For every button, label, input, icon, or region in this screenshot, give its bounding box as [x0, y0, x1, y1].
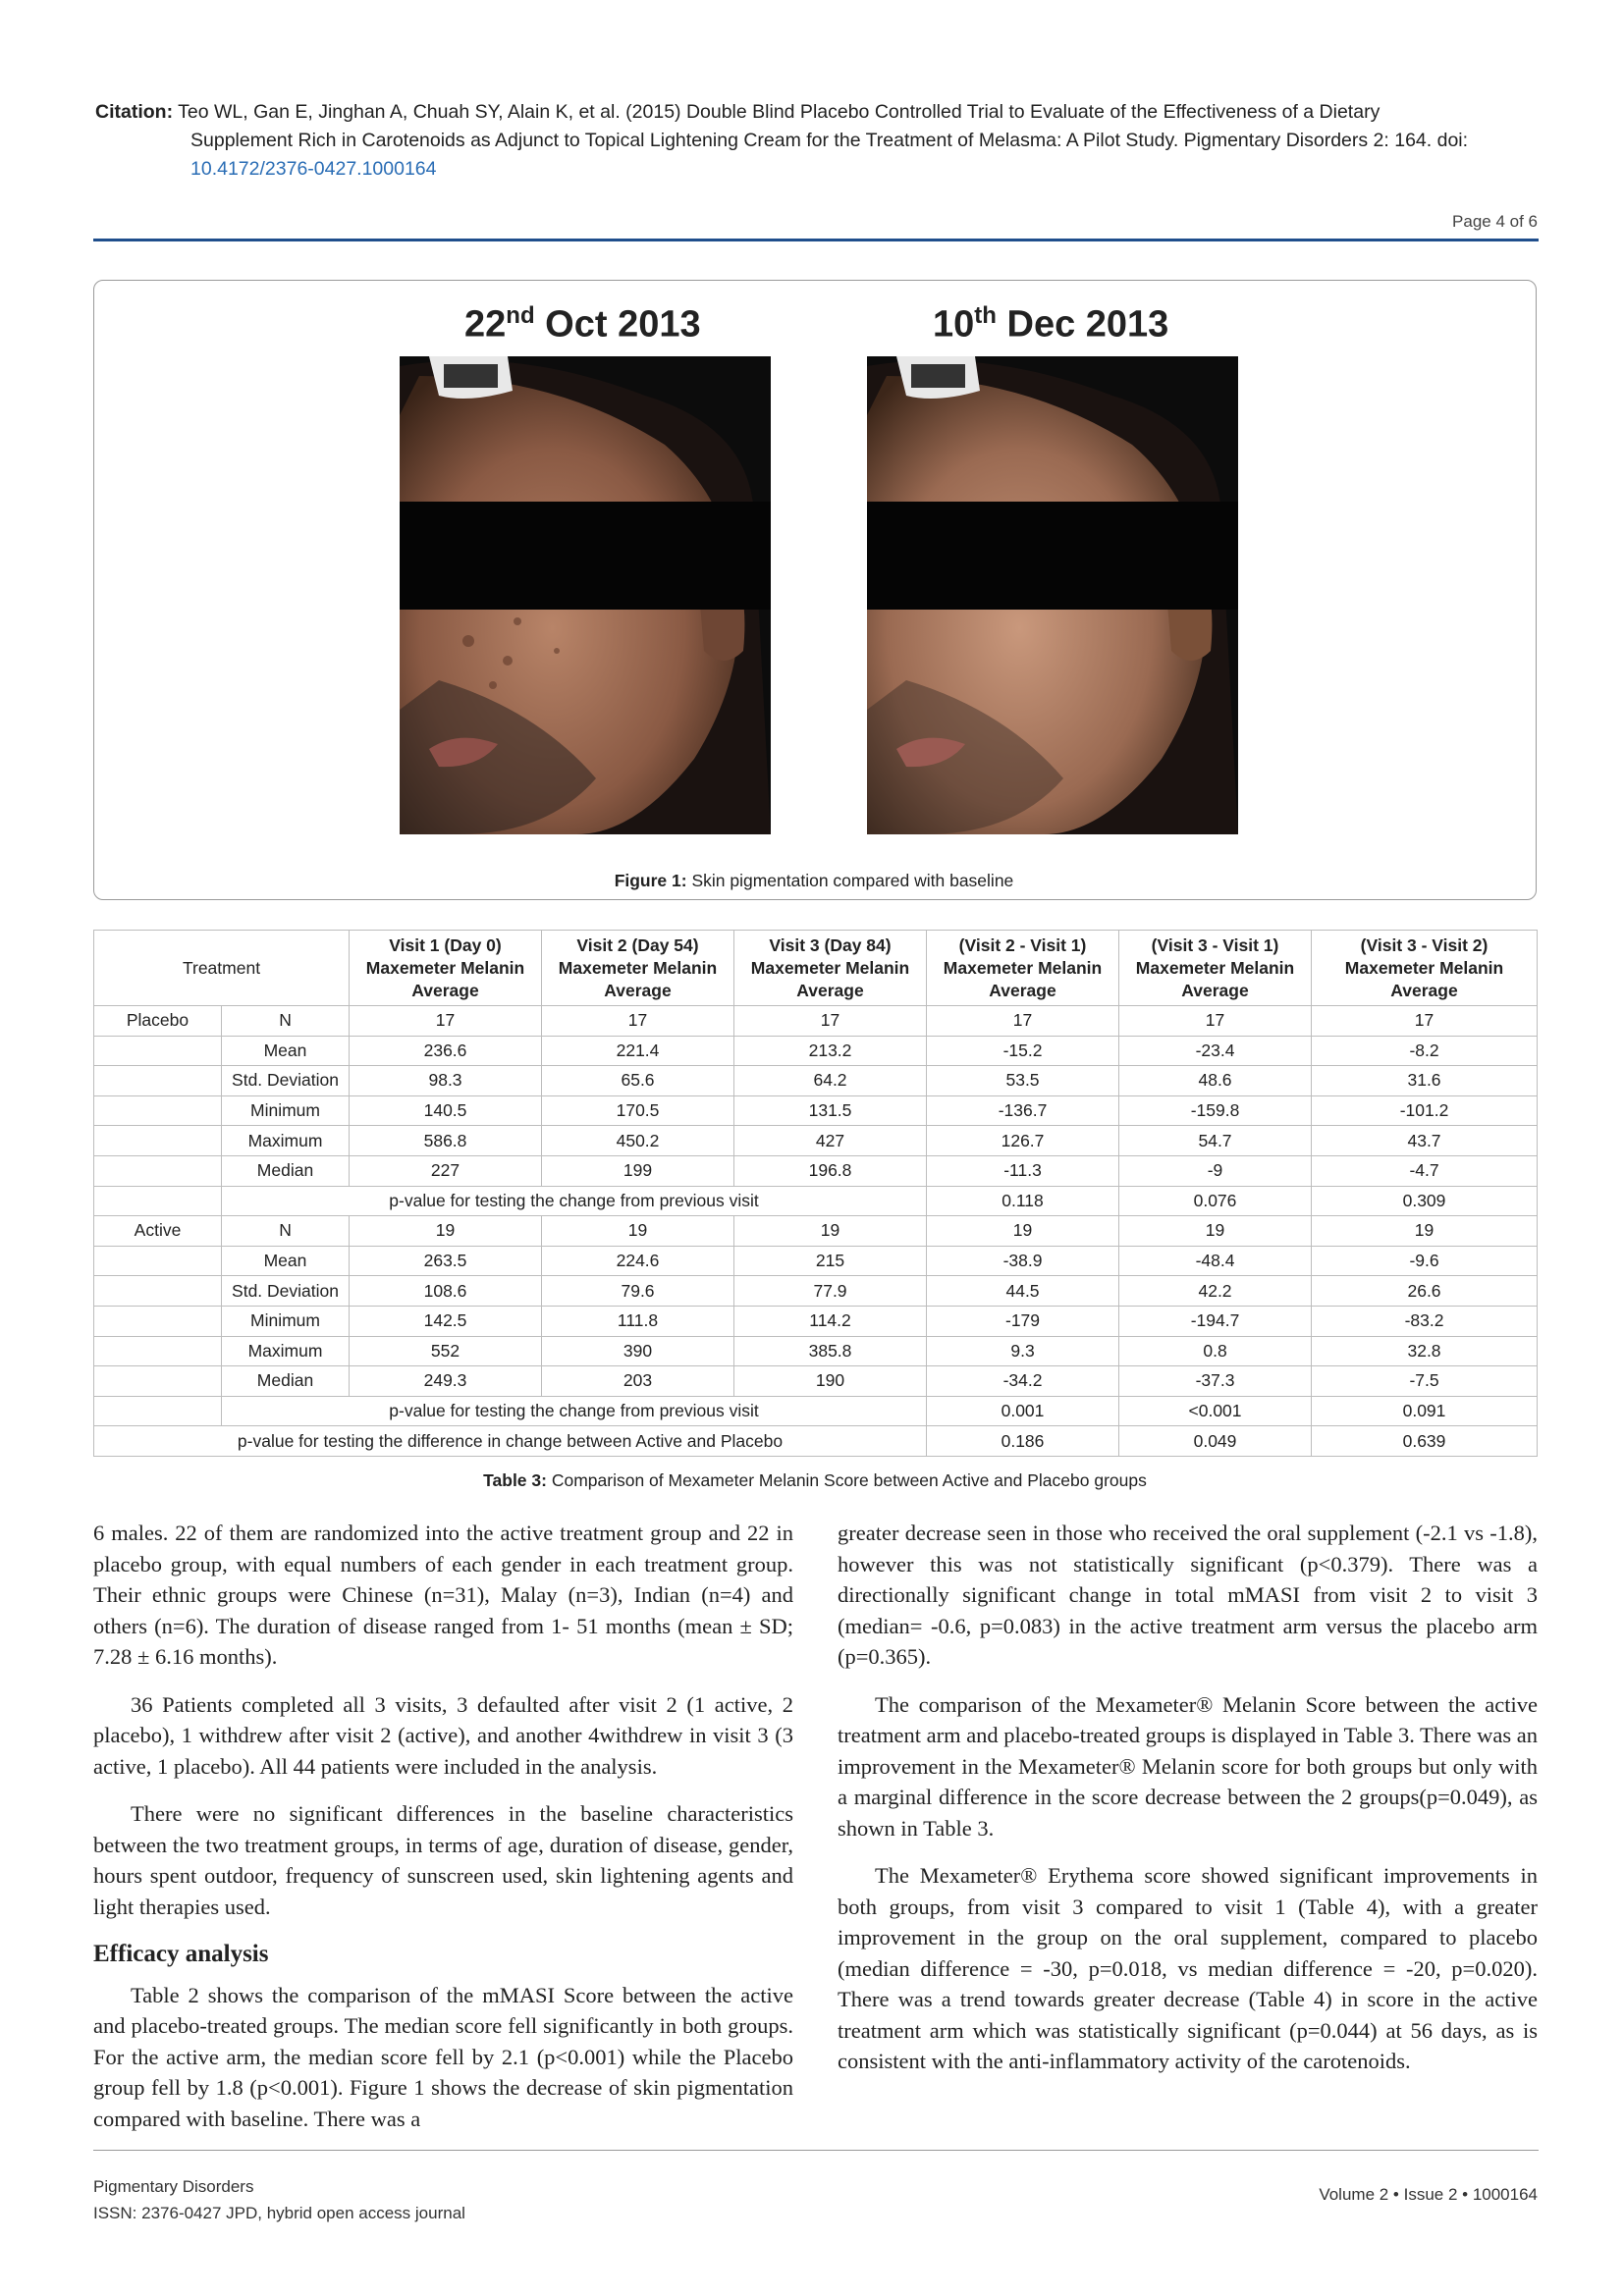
table-row [94, 1246, 1538, 1276]
stat-label: Mean [222, 1036, 350, 1066]
table-cell: 170.5 [542, 1095, 734, 1126]
citation-doi-link[interactable]: 10.4172/2376-0427.1000164 [190, 158, 437, 180]
table-row [94, 1155, 1538, 1186]
footer-volume: Volume 2 • Issue 2 • 1000164 [1319, 2185, 1538, 2204]
table-cell: -37.3 [1119, 1366, 1312, 1397]
paragraph: 6 males. 22 of them are randomized into the active treatment group and 22 in placebo group, with equal numbers of each gender in each treatment group. Their ethnic groups were Chinese (n=31), Malay (n=3), Indian (n=4) and others (n=6). The duration of disease ranged from 1- 51 months (mean ± SD; 7.28 ± 6.16 months). [93, 1521, 793, 1669]
photo-after [867, 356, 1238, 834]
group-name-empty [94, 1186, 222, 1216]
table-cell: -7.5 [1312, 1366, 1538, 1397]
table-row [94, 1095, 1538, 1126]
table-cell: 65.6 [542, 1066, 734, 1096]
paragraph: Table 2 shows the comparison of the mMASI Score between the active and placebo-treated groups. The median score fell significantly in both groups. For the active arm, the median score fell by 2.1 (p<0.001) while the Placebo group fell by 1.8 (p<0.001). Figure 1 shows the decrease of skin pigmentation compared with baseline. There was a [93, 1982, 793, 2131]
table-row [94, 1066, 1538, 1096]
table-cell: 385.8 [734, 1336, 927, 1366]
section-heading: Efficacy analysis [93, 1941, 269, 1967]
pvalue-label: p-value for testing the change from previous visit [222, 1396, 927, 1426]
paragraph: 36 Patients completed all 3 visits, 3 defaulted after visit 2 (1 active, 2 placebo), 1 withdrew after visit 2 (active), and another 4withdrew in visit 3 (3 active, 1 placebo). All 44 patients were included in the analysis. [93, 1691, 793, 1779]
table-cell: 9.3 [927, 1336, 1119, 1366]
group-name-empty [94, 1095, 222, 1126]
citation-line-2: Supplement Rich in Carotenoids as Adjunct to Topical Lightening Cream for the Treatment of Melasma: A Pilot Study. Pigmentary Disorders 2: 164. doi: [190, 130, 1469, 151]
group-name-empty [94, 1155, 222, 1186]
table-cell: 17 [734, 1006, 927, 1037]
group-name-empty [94, 1306, 222, 1336]
table-cell: -34.2 [927, 1366, 1119, 1397]
table-cell: 17 [1312, 1006, 1538, 1037]
pvalue-cell: 0.076 [1119, 1186, 1312, 1216]
stat-label: Maximum [222, 1336, 350, 1366]
table-row [94, 1276, 1538, 1307]
table-cell: 44.5 [927, 1276, 1119, 1307]
table-cell: 17 [542, 1006, 734, 1037]
table-cell: 196.8 [734, 1155, 927, 1186]
table-cell: 224.6 [542, 1246, 734, 1276]
table-row [94, 1216, 1538, 1247]
table-row [94, 1126, 1538, 1156]
table-cell: 54.7 [1119, 1126, 1312, 1156]
table-cell: 142.5 [350, 1306, 542, 1336]
header-visit-1: Visit 1 (Day 0) Maxemeter Melanin Average [350, 931, 542, 1006]
pvalue-cell: <0.001 [1119, 1396, 1312, 1426]
table-cell: -8.2 [1312, 1036, 1538, 1066]
table-cell: 19 [350, 1216, 542, 1247]
table-cell: 19 [542, 1216, 734, 1247]
table-cell: -15.2 [927, 1036, 1119, 1066]
group-name-empty [94, 1126, 222, 1156]
table-cell: 249.3 [350, 1366, 542, 1397]
table-caption: Table 3: Comparison of Mexameter Melanin Score between Active and Placebo groups [483, 1470, 1147, 1490]
table-body [94, 1006, 1538, 1457]
table-cell: 213.2 [734, 1036, 927, 1066]
stat-label: Minimum [222, 1095, 350, 1126]
body-column-right [838, 1518, 1538, 2094]
table-cell: 190 [734, 1366, 927, 1397]
paragraph: There were no significant differences in the baseline characteristics between the two treatment groups, in terms of age, duration of disease, gender, hours spent outdoor, frequency of sunscreen used, skin lightening agents and light therapies used. [93, 1801, 793, 1919]
group-name-empty [94, 1366, 222, 1397]
page-number: Page 4 of 6 [1452, 212, 1538, 231]
table-cell: 390 [542, 1336, 734, 1366]
group-name-empty [94, 1036, 222, 1066]
table-cell: -48.4 [1119, 1246, 1312, 1276]
header-visit-2: Visit 2 (Day 54) Maxemeter Melanin Average [542, 931, 734, 1006]
table-cell: -4.7 [1312, 1155, 1538, 1186]
group-name-empty [94, 1396, 222, 1426]
pvalue-cell: 0.091 [1312, 1396, 1538, 1426]
table-cell: -11.3 [927, 1155, 1119, 1186]
table-row [94, 1036, 1538, 1066]
table-cell: -179 [927, 1306, 1119, 1336]
table-cell: 19 [1312, 1216, 1538, 1247]
figure-caption: Figure 1: Skin pigmentation compared with baseline [614, 871, 1014, 890]
paragraph: greater decrease seen in those who received the oral supplement (-2.1 vs -1.8), however this was not statistically significant (p<0.379). There was a directionally significant change in total mMASI from visit 2 to visit 3 (median= -0.6, p=0.083) in the active treatment arm versus the placebo arm (p=0.365). [838, 1521, 1538, 1669]
table-cell: -38.9 [927, 1246, 1119, 1276]
table-row [94, 1336, 1538, 1366]
table-cell: 77.9 [734, 1276, 927, 1307]
header-treatment: Treatment [94, 931, 350, 1006]
table-cell: 19 [734, 1216, 927, 1247]
table-cell: 26.6 [1312, 1276, 1538, 1307]
photo-date-after: 10th Dec 2013 [933, 302, 1169, 346]
table-cell: 98.3 [350, 1066, 542, 1096]
stat-label: Std. Deviation [222, 1066, 350, 1096]
difference-row [94, 1426, 1538, 1457]
group-name: Active [94, 1216, 222, 1247]
stat-label: Median [222, 1155, 350, 1186]
table-cell: 236.6 [350, 1036, 542, 1066]
citation-line-1: Teo WL, Gan E, Jinghan A, Chuah SY, Alain K, et al. (2015) Double Blind Placebo Controlled Trial to Evaluate of the Effectiveness of a Dietary [178, 101, 1380, 123]
table-cell: 64.2 [734, 1066, 927, 1096]
group-name-empty [94, 1246, 222, 1276]
figure-frame [93, 280, 1537, 900]
table-cell: 19 [1119, 1216, 1312, 1247]
paragraph: The Mexameter® Erythema score showed significant improvements in both groups, from visit 3 compared to visit 1 (Table 4), with a greater improvement in the group on the oral supplement, compared to placebo (median difference = -30, p=0.018, vs median difference = -20, p=0.020). There was a trend towards greater decrease (Table 4) in score in the active treatment arm which was statistically significant (p=0.044) at 56 days, as is consistent with the anti-inflammatory activity of the carotenoids. [838, 1863, 1538, 2073]
table-cell: 111.8 [542, 1306, 734, 1336]
header-diff-3-2: (Visit 3 - Visit 2) Maxemeter Melanin Average [1312, 931, 1538, 1006]
table-cell: 32.8 [1312, 1336, 1538, 1366]
header-diff-2-1: (Visit 2 - Visit 1) Maxemeter Melanin Average [927, 931, 1119, 1006]
table-cell: 17 [927, 1006, 1119, 1037]
table-cell: 227 [350, 1155, 542, 1186]
header-diff-3-1: (Visit 3 - Visit 1) Maxemeter Melanin Average [1119, 931, 1312, 1006]
table-cell: 42.2 [1119, 1276, 1312, 1307]
difference-label: p-value for testing the difference in change between Active and Placebo [94, 1426, 927, 1457]
table-cell: 199 [542, 1155, 734, 1186]
footer-issn: ISSN: 2376-0427 JPD, hybrid open access journal [93, 2204, 465, 2222]
table-cell: 19 [927, 1216, 1119, 1247]
table-cell: 114.2 [734, 1306, 927, 1336]
results-table [93, 930, 1538, 1457]
table-cell: 427 [734, 1126, 927, 1156]
stat-label: Mean [222, 1246, 350, 1276]
pvalue-cell: 0.309 [1312, 1186, 1538, 1216]
table-cell: 552 [350, 1336, 542, 1366]
table-cell: 0.8 [1119, 1336, 1312, 1366]
table-row [94, 1366, 1538, 1397]
difference-cell: 0.639 [1312, 1426, 1538, 1457]
table-cell: 31.6 [1312, 1066, 1538, 1096]
pvalue-row [94, 1186, 1538, 1216]
table-row [94, 1306, 1538, 1336]
header-divider [93, 239, 1539, 241]
table-cell: 48.6 [1119, 1066, 1312, 1096]
footer-journal-name: Pigmentary Disorders [93, 2177, 254, 2196]
table-cell: 17 [1119, 1006, 1312, 1037]
table-cell: 126.7 [927, 1126, 1119, 1156]
table-cell: -9.6 [1312, 1246, 1538, 1276]
stat-label: N [222, 1006, 350, 1037]
table-cell: -194.7 [1119, 1306, 1312, 1336]
stat-label: Maximum [222, 1126, 350, 1156]
photo-before [400, 356, 771, 834]
table-cell: 263.5 [350, 1246, 542, 1276]
table-cell: -159.8 [1119, 1095, 1312, 1126]
group-name-empty [94, 1276, 222, 1307]
table-cell: 215 [734, 1246, 927, 1276]
table-cell: 586.8 [350, 1126, 542, 1156]
table-row [94, 1006, 1538, 1037]
table-cell: 203 [542, 1366, 734, 1397]
citation [95, 98, 1539, 184]
paragraph: The comparison of the Mexameter® Melanin Score between the active treatment arm and placebo-treated groups is displayed in Table 3. There was an improvement in the Mexameter® Melanin score for both groups but only with a marginal difference in the score decrease between the 2 groups(p=0.049), as shown in Table 3. [838, 1691, 1538, 1841]
table-cell: -101.2 [1312, 1095, 1538, 1126]
table-cell: 221.4 [542, 1036, 734, 1066]
table-header-row [94, 931, 1538, 1006]
footer-divider [93, 2150, 1539, 2151]
table-cell: 17 [350, 1006, 542, 1037]
table-cell: -23.4 [1119, 1036, 1312, 1066]
photo-date-before: 22nd Oct 2013 [464, 302, 701, 346]
table-cell: -83.2 [1312, 1306, 1538, 1336]
stat-label: Minimum [222, 1306, 350, 1336]
table-cell: 53.5 [927, 1066, 1119, 1096]
table-cell: 108.6 [350, 1276, 542, 1307]
pvalue-row [94, 1396, 1538, 1426]
table-cell: 140.5 [350, 1095, 542, 1126]
table-cell: 131.5 [734, 1095, 927, 1126]
difference-cell: 0.049 [1119, 1426, 1312, 1457]
stat-label: Median [222, 1366, 350, 1397]
footer-journal-info [93, 2173, 465, 2226]
table-cell: -136.7 [927, 1095, 1119, 1126]
group-name: Placebo [94, 1006, 222, 1037]
pvalue-cell: 0.001 [927, 1396, 1119, 1426]
citation-label: Citation: [95, 101, 174, 123]
stat-label: Std. Deviation [222, 1276, 350, 1307]
group-name-empty [94, 1336, 222, 1366]
table-cell: 450.2 [542, 1126, 734, 1156]
pvalue-label: p-value for testing the change from previous visit [222, 1186, 927, 1216]
table-cell: -9 [1119, 1155, 1312, 1186]
pvalue-cell: 0.118 [927, 1186, 1119, 1216]
group-name-empty [94, 1066, 222, 1096]
table-cell: 43.7 [1312, 1126, 1538, 1156]
header-visit-3: Visit 3 (Day 84) Maxemeter Melanin Average [734, 931, 927, 1006]
difference-cell: 0.186 [927, 1426, 1119, 1457]
table-cell: 79.6 [542, 1276, 734, 1307]
stat-label: N [222, 1216, 350, 1247]
body-column-left [93, 1518, 793, 2151]
